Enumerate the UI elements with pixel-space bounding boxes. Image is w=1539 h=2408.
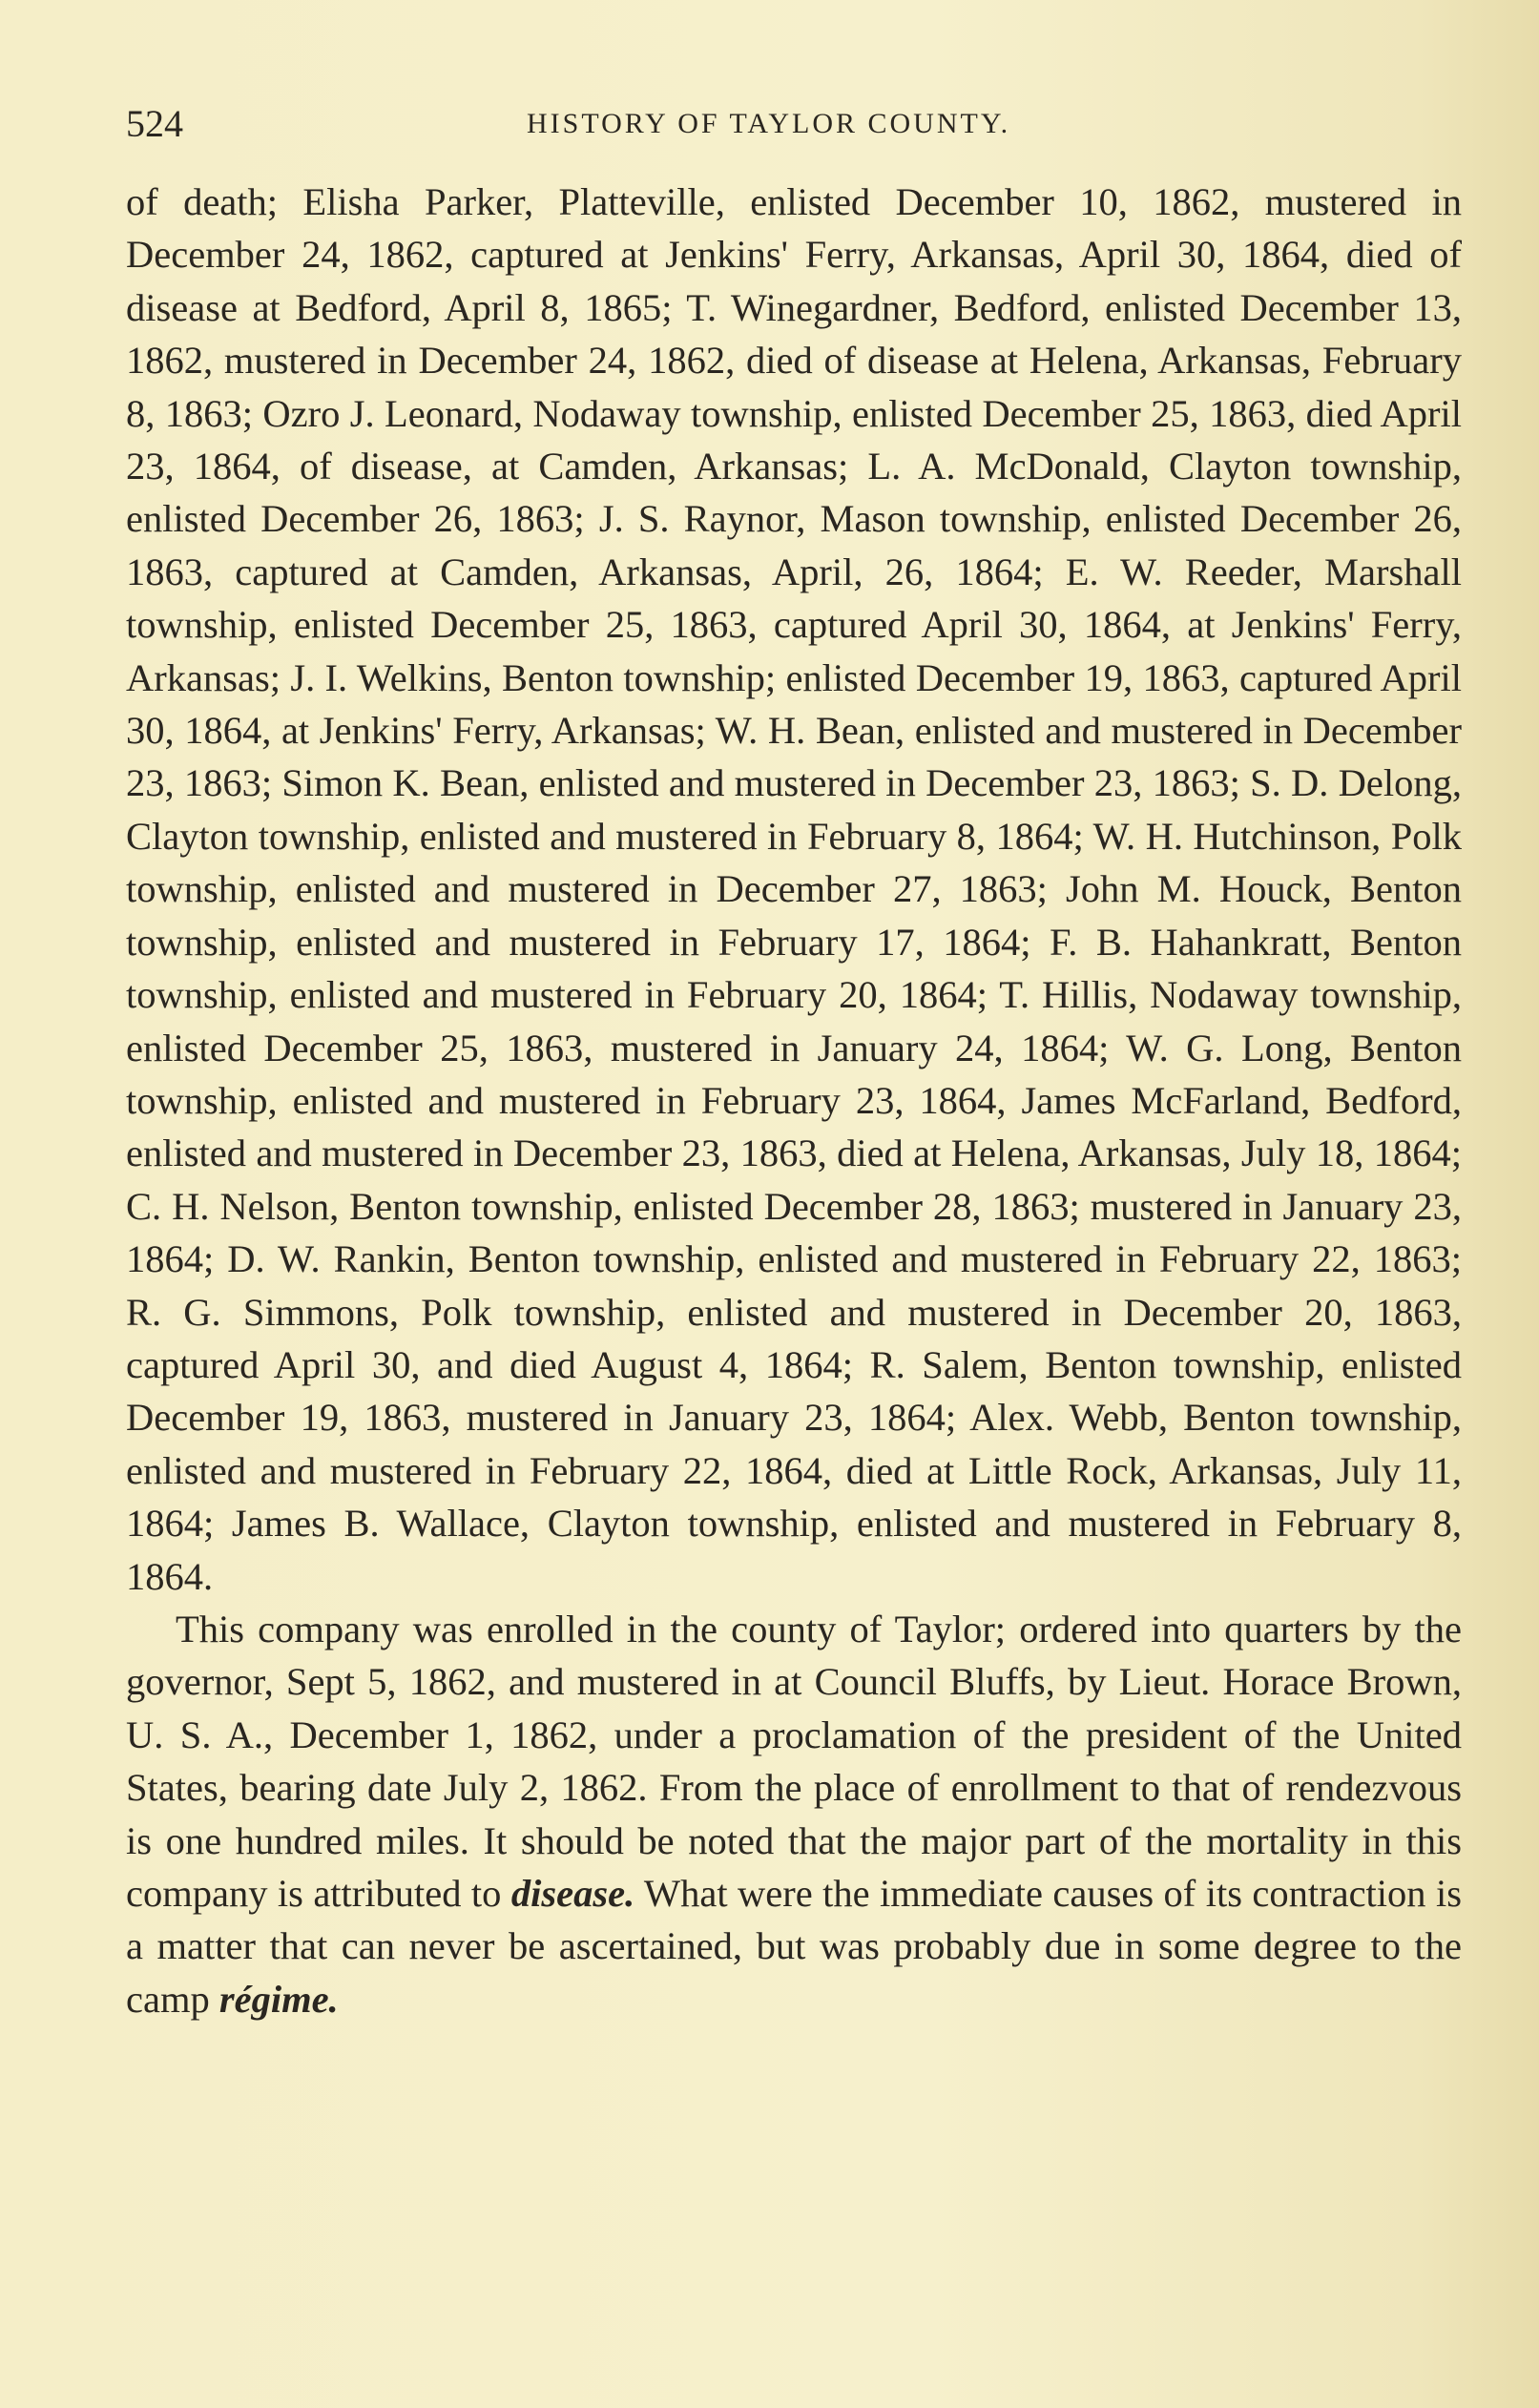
body-text: [126, 176, 1462, 2025]
emphasis-disease: disease.: [510, 1872, 635, 1915]
paragraph-company-history: [126, 1603, 1462, 2025]
page-header: [126, 95, 1462, 153]
page-number: 524: [126, 102, 183, 145]
paragraph-text-part: This company was enrolled in the county of Taylor; ordered into quarters by the governor, Sept 5, 1862, and mustered in at Council Bluffs, by Lieut. Horace Brown, U. S. A., December 1, 1862, under a proclamation of the president of the United States, bearing date July 2, 1862. From the place of enrollment to that of rendezvous is one hundred miles. It should be noted that the major part of the mortality in this company is attributed to: [126, 1607, 1462, 1915]
paragraph-text-part: What were the immediate causes of its contraction is a matter that can never be ascertained, but was probably due in some degree to the camp: [126, 1872, 1462, 2021]
emphasis-regime: régime.: [218, 1977, 339, 2021]
paragraph-roster: of death; Elisha Parker, Platteville, enlisted December 10, 1862, mustered in December 24, 1862, captured at Jenkins' Ferry, Arkansas, April 30, 1864, died of disease at Bedford, April 8, 1865; T. Winegardner, Bedford, enlisted December 13, 1862, mustered in December 24, 1862, died of disease at Helena, Arkansas, February 8, 1863; Ozro J. Leonard, Nodaway township, enlisted December 25, 1863, died April 23, 1864, of disease, at Camden, Arkansas; L. A. McDonald, Clayton township, enlisted December 26, 1863; J. S. Raynor, Mason township, enlisted December 26, 1863, captured at Camden, Arkansas, April, 26, 1864; E. W. Reeder, Marshall township, enlisted December 25, 1863, captured April 30, 1864, at Jenkins' Ferry, Arkansas; J. I. Welkins, Benton township; enlisted December 19, 1863, captured April 30, 1864, at Jenkins' Ferry, Arkansas; W. H. Bean, enlisted and mustered in December 23, 1863; Simon K. Bean, enlisted and mustered in December 23, 1863; S. D. Delong, Clayton township, enlisted and mustered in February 8, 1864; W. H. Hutchinson, Polk township, enlisted and mustered in December 27, 1863; John M. Houck, Benton township, enlisted and mustered in February 17, 1864; F. B. Hahankratt, Benton township, enlisted and mustered in February 20, 1864; T. Hillis, Nodaway township, enlisted December 25, 1863, mustered in January 24, 1864; W. G. Long, Benton township, enlisted and mustered in February 23, 1864, James McFarland, Bedford, enlisted and mustered in December 23, 1863, died at Helena, Arkansas, July 18, 1864; C. H. Nelson, Benton township, enlisted December 28, 1863; mustered in January 23, 1864; D. W. Rankin, Benton township, enlisted and mustered in February 22, 1863; R. G. Simmons, Polk township, enlisted and mustered in December 20, 1863, captured April 30, and died August 4, 1864; R. Salem, Benton township, enlisted December 19, 1863, mustered in January 23, 1864; Alex. Webb, Benton township, enlisted and mustered in February 22, 1864, died at Little Rock, Arkansas, July 11, 1864; James B. Wallace, Clayton township, enlisted and mustered in February 8, 1864.: [126, 180, 1462, 1598]
running-title: HISTORY OF TAYLOR COUNTY.: [527, 108, 1011, 139]
